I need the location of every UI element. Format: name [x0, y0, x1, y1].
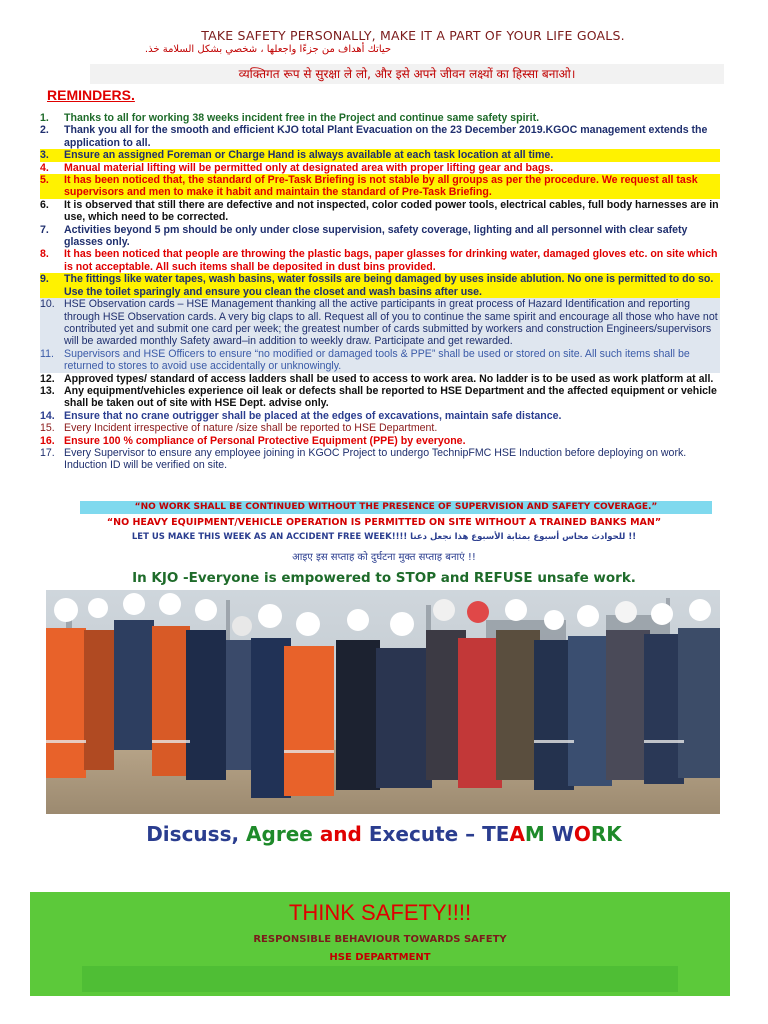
- think-safety-heading: THINK SAFETY!!!!: [288, 900, 472, 925]
- slogan-team-te: TE: [482, 822, 510, 846]
- slogan-work-k: K: [606, 822, 622, 846]
- empower-statement: In KJO -Everyone is empowered to STOP and REFUSE unsafe work.: [132, 570, 636, 586]
- slogan-team-m: M: [524, 822, 545, 846]
- item-text: Every Supervisor to ensure any employee joining in KGOC Project to undergo TechnipFMC HSE Induction before deploying on work. Induction ID will be verified on site.: [64, 446, 687, 472]
- list-item: [40, 149, 720, 161]
- list-item: [40, 124, 720, 149]
- list-item: [40, 298, 720, 348]
- item-number: 15.: [40, 422, 55, 435]
- list-item: [40, 410, 720, 422]
- item-text: Approved types/ standard of access ladders shall be used to access to work area. No ladder is to be used as work platform at all.: [64, 372, 714, 385]
- item-text: Ensure that no crane outrigger shall be placed at the edges of excavations, maintain safe distance.: [64, 409, 562, 422]
- item-text: Any equipment/vehicles experience oil leak or defects shall be reported to HSE Department and the affected equipment or vehicle shall be taken out of site with HSE Dept. advise only.: [64, 384, 717, 410]
- item-number: 2.: [40, 124, 49, 137]
- list-item: [40, 174, 720, 199]
- item-number: 9.: [40, 273, 64, 298]
- slogan-work-w: W: [551, 822, 574, 846]
- slogan-word-team: [482, 822, 545, 846]
- poster-title-hindi: व्यक्तिगत रूप से सुरक्षा ले लो, और इसे अपने जीवन लक्ष्यों का हिस्सा बनाओ।: [90, 64, 724, 84]
- list-item: [40, 348, 720, 373]
- item-number: 6.: [40, 198, 49, 211]
- list-item: [40, 422, 720, 434]
- list-item: [40, 273, 720, 298]
- slogan-work-o: O: [573, 822, 591, 846]
- no-heavy-equipment-banner: “NO HEAVY EQUIPMENT/VEHICLE OPERATION IS PERMITTED ON SITE WITHOUT A TRAINED BANKS MAN”: [106, 517, 662, 528]
- item-text: HSE Observation cards – HSE Management thanking all the active participants in great process of Hazard Identification and reporting through HSE Observation cards. A very big claps to all. Request all of you to continue the same spirit and encourage all those who have not contributed yet and submit one card per week; the greatest number of cards submitted by workers and construction Engineers/supervisors will be awarded monthly Safety award–in addition to weekly draw. Participate and get rewarded.: [64, 298, 720, 348]
- slogan-word-agree: Agree: [246, 822, 313, 846]
- item-number: 10.: [40, 298, 64, 348]
- item-number: 1.: [40, 112, 49, 124]
- item-text: It has been noticed that people are throwing the plastic bags, paper glasses for drinking water, damaged gloves etc. on site which is not acceptable. All such items shall be deposited in dust bins provided.: [64, 248, 718, 273]
- item-text: Activities beyond 5 pm should be only under close supervision, safety coverage, lighting and all personnel with clear safety glasses only.: [64, 223, 688, 249]
- item-text: Thank you all for the smooth and efficient KJO total Plant Evacuation on the 23 December 2019.KGOC management extends the application to all.: [64, 124, 708, 149]
- list-item: [40, 199, 720, 224]
- slogan-word-discuss: Discuss,: [146, 822, 240, 846]
- item-text: Manual material lifting will be permitted only at designated area with proper lifting gear and bags.: [64, 161, 554, 174]
- item-number: 14.: [40, 409, 55, 422]
- list-item: [40, 162, 720, 174]
- item-text: It has been noticed that, the standard of Pre-Task Briefing is not stable by all groups as per the procedure. We request all task supervisors and men to make it habit and maintain the standard of Pre-Task Briefing.: [64, 174, 720, 199]
- list-item: [40, 248, 720, 273]
- slogan-word-work: [552, 822, 622, 846]
- reminders-heading-text: REMINDERS.: [47, 87, 135, 103]
- item-text: Thanks to all for working 38 weeks incident free in the Project and continue same safety spirit.: [64, 112, 540, 124]
- item-number: 8.: [40, 248, 49, 261]
- item-text: Every Incident irrespective of nature /size shall be reported to HSE Department.: [64, 422, 438, 435]
- list-item: [40, 112, 720, 124]
- item-number: 7.: [40, 223, 49, 236]
- list-item: [40, 447, 720, 472]
- list-item: [40, 373, 720, 385]
- item-text: The fittings like water tapes, wash basins, water fossils are being damaged by uses inside ablution. No one is permitted to do so. Use the toilet sparingly and ensure you clean the closet and wash basins after use.: [64, 273, 720, 298]
- no-work-banner: “NO WORK SHALL BE CONTINUED WITHOUT THE PRESENCE OF SUPERVISION AND SAFETY COVERAGE.”: [80, 501, 712, 514]
- slogan-team-a: A: [509, 822, 525, 846]
- team-photo-illustration: [46, 590, 720, 814]
- hse-department-text: HSE DEPARTMENT: [329, 952, 431, 963]
- poster-title-arabic: حياتك أهداف من جزءًا واجعلها ، شخصي بشكل السلامة خذ.: [144, 44, 392, 55]
- responsible-behaviour-text: RESPONSIBLE BEHAVIOUR TOWARDS SAFETY: [253, 934, 507, 945]
- hindi-accident-free-banner: आइए इस सप्ताह को दुर्घटना मुक्त सप्ताह बनाएं !!: [292, 552, 476, 563]
- footer-inner-band: [82, 966, 678, 992]
- list-item: [40, 224, 720, 249]
- item-text: Ensure an assigned Foreman or Charge Hand is always available at each task location at all time.: [64, 149, 720, 161]
- slogan-word-and: and: [319, 822, 362, 846]
- item-number: 13.: [40, 384, 55, 397]
- item-number: 5.: [40, 174, 64, 199]
- list-item: [40, 435, 720, 447]
- item-text: Supervisors and HSE Officers to ensure “no modified or damaged tools & PPE” shall be used or stored on site. All such items shall be returned to stores to avoid use accidentally or unknowingly.: [64, 348, 720, 373]
- item-text: It is observed that still there are defective and not inspected, color coded power tools, electrical cables, full body harnesses are in use, which need to be corrected.: [64, 198, 719, 224]
- poster-title-english: TAKE SAFETY PERSONALLY, MAKE IT A PART OF YOUR LIFE GOALS.: [201, 28, 625, 43]
- slogan-work-r: R: [590, 822, 607, 846]
- item-number: 4.: [40, 161, 49, 174]
- item-text: Ensure 100 % compliance of Personal Protective Equipment (PPE) by everyone.: [64, 434, 466, 447]
- team-work-slogan: [0, 822, 768, 846]
- accident-free-banner: LET US MAKE THIS WEEK AS AN ACCIDENT FREE WEEK!!!! للحوادث محاس أسبوع بمثابة الأسبوع هذا نجعل دعنا !!: [131, 532, 637, 542]
- slogan-word-execute: Execute –: [368, 822, 476, 846]
- footer-panel: [30, 892, 730, 996]
- reminders-heading: [47, 87, 135, 103]
- reminders-list: [40, 112, 720, 472]
- item-number: 12.: [40, 372, 55, 385]
- item-number: 11.: [40, 348, 64, 373]
- item-number: 3.: [40, 149, 64, 161]
- list-item: [40, 385, 720, 410]
- item-number: 17.: [40, 446, 55, 459]
- item-number: 16.: [40, 434, 55, 447]
- team-photo: [46, 590, 720, 814]
